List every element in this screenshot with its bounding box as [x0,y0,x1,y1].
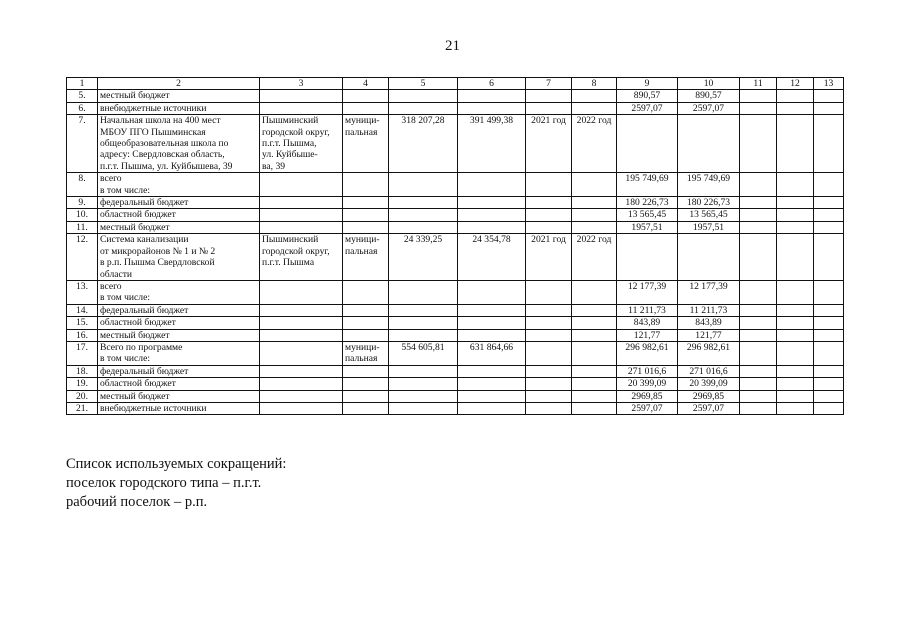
table-cell [458,173,526,197]
table-cell: 20 399,09 [617,378,678,390]
table-cell [814,329,844,341]
table-cell: 180 226,73 [617,197,678,209]
table-cell [740,90,777,102]
table-cell: Пышминский городской округ, п.г.т. Пышма, ул. Куйбыше- ва, 39 [260,115,343,173]
table-cell [389,209,458,221]
table-cell [777,102,814,114]
table-cell: федеральный бюджет [98,304,260,316]
table-cell [458,102,526,114]
table-cell: областной бюджет [98,378,260,390]
column-header: 9 [617,78,678,90]
column-header: 3 [260,78,343,90]
table-cell [814,197,844,209]
table-cell [678,234,740,281]
table-cell [572,209,617,221]
table-cell [740,304,777,316]
table-cell [740,102,777,114]
table-cell: Всего по программе в том числе: [98,341,260,365]
table-cell [458,280,526,304]
table-cell [740,234,777,281]
table-cell: 21. [67,402,98,414]
table-cell [458,365,526,377]
table-cell [343,390,389,402]
column-header: 5 [389,78,458,90]
table-cell: местный бюджет [98,90,260,102]
table-cell [458,378,526,390]
table-cell [740,280,777,304]
table-cell: 13. [67,280,98,304]
table-cell [572,329,617,341]
table-cell [814,115,844,173]
table-cell [389,90,458,102]
table-cell: 13 565,45 [678,209,740,221]
table-cell: 2597,07 [617,402,678,414]
table-cell [572,90,617,102]
table-cell [343,402,389,414]
table-cell [814,234,844,281]
table-cell: 19. [67,378,98,390]
table-cell [572,365,617,377]
table-row [67,317,844,329]
table-row [67,221,844,233]
table-cell [777,197,814,209]
table-cell [814,173,844,197]
table-cell: 2969,85 [678,390,740,402]
table-cell: 271 016,6 [678,365,740,377]
table-cell: 12. [67,234,98,281]
table-cell: 195 749,69 [678,173,740,197]
table-cell: 554 605,81 [389,341,458,365]
table-cell [814,378,844,390]
table-cell: 2022 год [572,115,617,173]
column-header: 1 [67,78,98,90]
table-row [67,280,844,304]
table-cell [777,341,814,365]
table-cell [389,304,458,316]
table-cell [526,102,572,114]
table-cell [777,115,814,173]
table-cell: 2022 год [572,234,617,281]
column-header: 11 [740,78,777,90]
table-cell: 18. [67,365,98,377]
table-cell: 5. [67,90,98,102]
table-row [67,329,844,341]
table-cell: 1957,51 [678,221,740,233]
table-cell [343,197,389,209]
table-cell [814,402,844,414]
table-row [67,173,844,197]
table-cell [389,221,458,233]
table-cell [458,304,526,316]
table-cell: 15. [67,317,98,329]
table-cell [814,209,844,221]
table-cell: 6. [67,102,98,114]
table-cell: областной бюджет [98,317,260,329]
table-cell: 24 339,25 [389,234,458,281]
table-cell [343,365,389,377]
table-cell [526,173,572,197]
table-cell [740,390,777,402]
table-row [67,365,844,377]
table-row [67,102,844,114]
table-cell: 11. [67,221,98,233]
table-cell: 843,89 [678,317,740,329]
table-cell [526,221,572,233]
table-cell [389,390,458,402]
column-header: 6 [458,78,526,90]
table-cell [389,329,458,341]
table-cell [526,280,572,304]
table-cell [260,390,343,402]
table-row [67,197,844,209]
table-cell: 20 399,09 [678,378,740,390]
table-cell: 2021 год [526,115,572,173]
table-cell [777,317,814,329]
table-cell: 843,89 [617,317,678,329]
table-cell: 271 016,6 [617,365,678,377]
table-cell [572,304,617,316]
table-cell: 14. [67,304,98,316]
table-cell: 11 211,73 [617,304,678,316]
table-row [67,341,844,365]
table-cell: 121,77 [678,329,740,341]
table-cell [343,221,389,233]
table-cell: местный бюджет [98,329,260,341]
table-cell [343,209,389,221]
abbreviations-title: Список используемых сокращений: [66,456,287,472]
table-cell [740,341,777,365]
table-row [67,234,844,281]
table-cell: 2597,07 [678,402,740,414]
table-cell: 13 565,45 [617,209,678,221]
table-cell [814,317,844,329]
table-cell [814,304,844,316]
table-cell [526,378,572,390]
table-cell [572,280,617,304]
column-header: 10 [678,78,740,90]
table-cell: 8. [67,173,98,197]
table-cell [814,90,844,102]
table-cell: 20. [67,390,98,402]
table-cell [260,209,343,221]
table-cell [389,280,458,304]
table-cell [458,209,526,221]
investment-table [66,77,844,415]
table-row [67,378,844,390]
table-cell [777,234,814,281]
table-cell: внебюджетные источники [98,102,260,114]
table-cell: областной бюджет [98,209,260,221]
table-cell [740,209,777,221]
table-cell [260,317,343,329]
column-header: 7 [526,78,572,90]
table-cell [526,341,572,365]
column-header: 8 [572,78,617,90]
table-cell [617,234,678,281]
table-cell [260,90,343,102]
table-row [67,390,844,402]
table-cell: 180 226,73 [678,197,740,209]
table-cell [777,209,814,221]
table-cell: 195 749,69 [617,173,678,197]
table-cell [260,173,343,197]
column-header: 12 [777,78,814,90]
table-cell: муници- пальная [343,341,389,365]
table-cell: 2597,07 [617,102,678,114]
table-cell: 2597,07 [678,102,740,114]
table-cell [740,317,777,329]
table-cell [389,317,458,329]
table-cell: 7. [67,115,98,173]
table-cell [343,90,389,102]
abbreviation-item: рабочий поселок – р.п. [66,494,208,510]
table-cell [814,390,844,402]
table-cell [260,341,343,365]
table-row [67,209,844,221]
table-cell [526,402,572,414]
table-cell [572,341,617,365]
table-cell [572,102,617,114]
table-cell: 391 499,38 [458,115,526,173]
table-cell [777,280,814,304]
table-cell [678,115,740,173]
table-cell [814,102,844,114]
table-cell [260,221,343,233]
table-cell [777,173,814,197]
table-cell: Система канализации от микрорайонов № 1 и № 2 в р.п. Пышма Свердловской области [98,234,260,281]
table-cell [740,329,777,341]
table-cell [260,329,343,341]
table-cell: 11 211,73 [678,304,740,316]
table-cell [526,317,572,329]
table-cell [572,378,617,390]
table-cell: 890,57 [678,90,740,102]
table-cell [740,115,777,173]
table-cell [260,378,343,390]
page-number: 21 [445,38,460,54]
table-cell [260,304,343,316]
table-cell [389,365,458,377]
table-cell [572,173,617,197]
table-cell [389,102,458,114]
column-header: 2 [98,78,260,90]
table-cell [526,390,572,402]
table-cell [572,317,617,329]
table-cell: Пышминский городской округ, п.г.т. Пышма [260,234,343,281]
table-cell [526,365,572,377]
table-cell: внебюджетные источники [98,402,260,414]
table-cell [777,402,814,414]
table-cell: 2021 год [526,234,572,281]
table-cell [814,365,844,377]
table-cell: 631 864,66 [458,341,526,365]
table-cell [260,402,343,414]
table-cell [343,102,389,114]
table-cell [777,90,814,102]
table-cell: 318 207,28 [389,115,458,173]
table-cell: 1957,51 [617,221,678,233]
table-cell: муници- пальная [343,234,389,281]
table-cell [458,390,526,402]
table-cell [740,173,777,197]
table-cell [572,221,617,233]
table-cell: 9. [67,197,98,209]
table-cell [572,402,617,414]
header-row [67,78,844,90]
table-row [67,402,844,414]
table-cell [343,304,389,316]
table-cell [260,365,343,377]
table-cell [458,90,526,102]
table-cell: 296 982,61 [678,341,740,365]
table-row [67,304,844,316]
table-cell [343,378,389,390]
table-row [67,115,844,173]
table-cell [458,317,526,329]
table-cell [343,280,389,304]
table-cell [740,221,777,233]
table-cell [777,390,814,402]
table-cell [260,197,343,209]
table-cell: 2969,85 [617,390,678,402]
table-cell [343,329,389,341]
table-cell: всего в том числе: [98,173,260,197]
table-cell [526,90,572,102]
table-cell [389,197,458,209]
table-cell: 121,77 [617,329,678,341]
table-cell: 12 177,39 [617,280,678,304]
table-cell: всего в том числе: [98,280,260,304]
table-cell [526,197,572,209]
table-cell: Начальная школа на 400 мест МБОУ ПГО Пышминская общеобразовательная школа по адресу: Свердловская область, п.г.т. Пышма, ул. Куйбышева, 39 [98,115,260,173]
table-cell: федеральный бюджет [98,365,260,377]
table-cell [777,221,814,233]
table-cell: федеральный бюджет [98,197,260,209]
table-cell [777,329,814,341]
table-cell [458,402,526,414]
table-cell [740,402,777,414]
table-cell [526,304,572,316]
table-cell: 890,57 [617,90,678,102]
table-cell [740,197,777,209]
table-cell [458,221,526,233]
table-cell: 10. [67,209,98,221]
table-cell [389,378,458,390]
table-cell [389,402,458,414]
table-cell: местный бюджет [98,390,260,402]
table-cell: 17. [67,341,98,365]
table-cell [526,209,572,221]
table-cell [617,115,678,173]
table-cell: 16. [67,329,98,341]
table-cell: 24 354,78 [458,234,526,281]
table-cell: 12 177,39 [678,280,740,304]
table-cell [526,329,572,341]
table-cell [814,221,844,233]
table-cell: местный бюджет [98,221,260,233]
table-cell [777,365,814,377]
table-cell [260,280,343,304]
abbreviation-item: поселок городского типа – п.г.т. [66,475,262,491]
table-cell [814,280,844,304]
table-cell: муници- пальная [343,115,389,173]
table-cell [343,173,389,197]
table-cell [777,304,814,316]
table-cell [814,341,844,365]
table-cell [572,197,617,209]
table-cell [458,197,526,209]
table-row [67,90,844,102]
column-header: 13 [814,78,844,90]
table-cell [260,102,343,114]
table-cell: 296 982,61 [617,341,678,365]
table-cell [740,378,777,390]
table-cell [777,378,814,390]
table-cell [343,317,389,329]
abbreviations-list [66,455,286,512]
table-cell [572,390,617,402]
table-cell [458,329,526,341]
column-header: 4 [343,78,389,90]
table-cell [740,365,777,377]
table-cell [389,173,458,197]
